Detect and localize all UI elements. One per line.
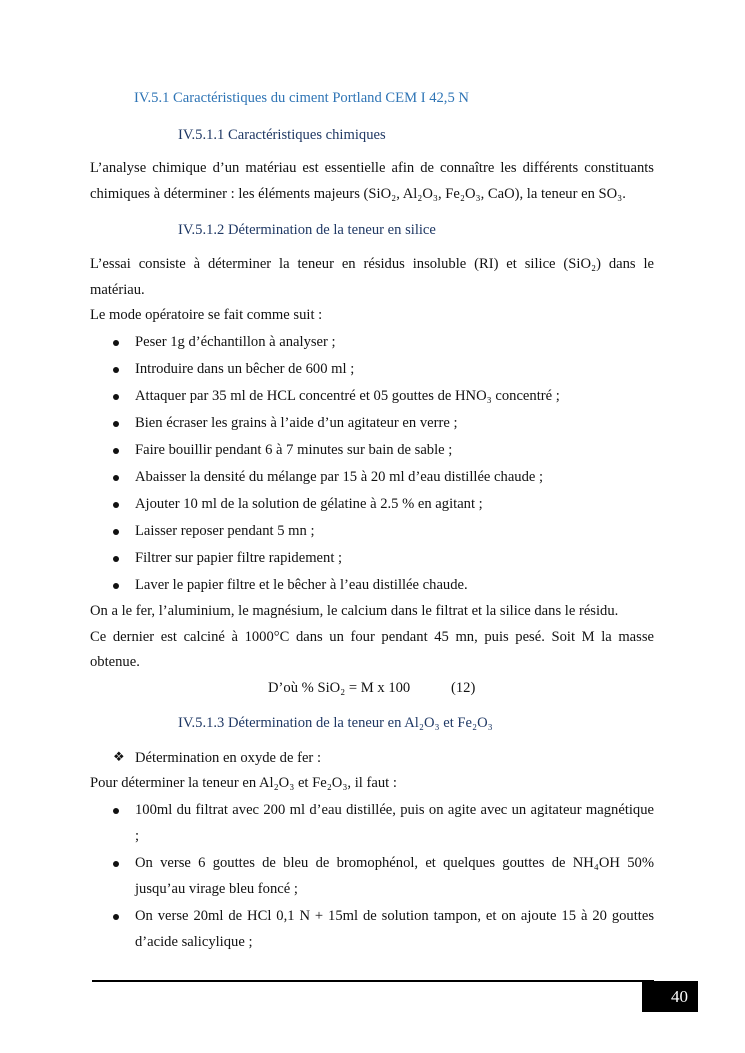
list-item-line: d’acide salicylique ; <box>135 934 253 950</box>
paragraph-line: Le mode opératoire se fait comme suit : <box>90 307 323 323</box>
list-item: Abaisser la densité du mélange par 15 à 20 ml d’eau distillée chaude ; <box>135 469 544 485</box>
paragraph-line: obtenue. <box>90 654 140 670</box>
paragraph-line: matériau. <box>90 282 145 298</box>
list-item: Laisser reposer pendant 5 mn ; <box>135 523 315 539</box>
paragraph-line: On a le fer, l’aluminium, le magnésium, le calcium dans le filtrat et la silice dans le résidu. <box>90 603 619 619</box>
list-item: Laver le papier filtre et le bêcher à l’eau distillée chaude. <box>135 577 468 593</box>
list-item: Ajouter 10 ml de la solution de gélatine à 2.5 % en agitant ; <box>135 496 483 512</box>
bullet-icon <box>113 583 119 589</box>
bullet-icon <box>113 394 119 400</box>
sub-item: Détermination en oxyde de fer : <box>135 750 321 766</box>
list-item-line: ; <box>135 828 140 844</box>
subsection-heading: IV.5.1.3 Détermination de la teneur en Al₂O₃ et Fe₂O₃ <box>178 715 493 731</box>
list-item-line: jusqu’au virage bleu foncé ; <box>135 881 298 897</box>
bullet-icon <box>113 448 119 454</box>
bullet-icon <box>113 502 119 508</box>
list-item: Introduire dans un bêcher de 600 ml ; <box>135 361 355 377</box>
list-item: Faire bouillir pendant 6 à 7 minutes sur bain de sable ; <box>135 442 453 458</box>
bullet-icon <box>113 556 119 562</box>
list-item: Filtrer sur papier filtre rapidement ; <box>135 550 343 566</box>
bullet-icon <box>113 808 119 814</box>
subsection-heading: IV.5.1.2 Détermination de la teneur en silice <box>178 222 436 238</box>
section-heading: IV.5.1 Caractéristiques du ciment Portland CEM I 42,5 N <box>134 90 469 106</box>
footer-rule <box>92 980 654 982</box>
paragraph-line: L’essai consiste à déterminer la teneur en résidus insoluble (RI) et silice (SiO₂) dans le <box>90 256 654 272</box>
bullet-icon <box>113 861 119 867</box>
list-item-line: On verse 6 gouttes de bleu de bromophénol, et quelques gouttes de NH₄OH 50% <box>135 855 654 871</box>
paragraph-line: Pour déterminer la teneur en Al₂O₃ et Fe₂O₃, il faut : <box>90 775 397 791</box>
list-item: Attaquer par 35 ml de HCL concentré et 05 gouttes de HNO₃ concentré ; <box>135 388 560 404</box>
list-item-line: 100ml du filtrat avec 200 ml d’eau distillée, puis on agite avec un agitateur magnétique <box>135 802 654 818</box>
bullet-icon <box>113 340 119 346</box>
equation-number: (12) <box>451 680 476 696</box>
bullet-icon <box>113 914 119 920</box>
formula: D’où % SiO₂ = M x 100 <box>268 680 411 696</box>
bullet-icon <box>113 475 119 481</box>
diamond-bullet-icon: ❖ <box>113 749 125 764</box>
bullet-icon <box>113 529 119 535</box>
bullet-icon <box>113 367 119 373</box>
paragraph-line: chimiques à déterminer : les éléments majeurs (SiO₂, Al₂O₃, Fe₂O₃, CaO), la teneur en SO₃. <box>90 186 626 202</box>
list-item: Bien écraser les grains à l’aide d’un agitateur en verre ; <box>135 415 458 431</box>
bullet-icon <box>113 421 119 427</box>
paragraph-line: L’analyse chimique d’un matériau est essentielle afin de connaître les différents constituants <box>90 160 654 176</box>
subsection-heading: IV.5.1.1 Caractéristiques chimiques <box>178 127 386 143</box>
list-item: Peser 1g d’échantillon à analyser ; <box>135 334 336 350</box>
paragraph-line: Ce dernier est calciné à 1000°C dans un four pendant 45 mn, puis pesé. Soit M la masse <box>90 629 654 645</box>
page-number: 40 <box>642 981 698 1012</box>
list-item-line: On verse 20ml de HCl 0,1 N + 15ml de solution tampon, et on ajoute 15 à 20 gouttes <box>135 908 654 924</box>
